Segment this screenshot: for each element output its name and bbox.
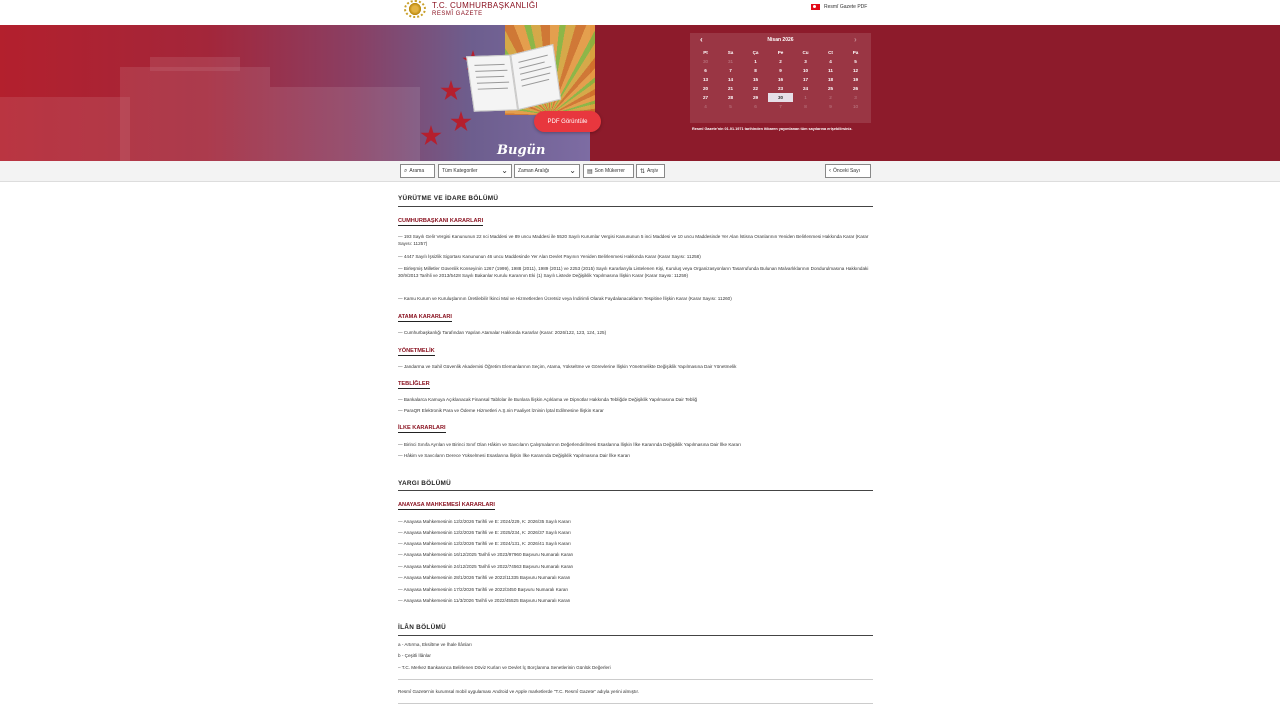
emblem-icon	[404, 0, 428, 20]
calendar-day[interactable]: 10	[802, 68, 809, 73]
footer-note: Resmî Gazete'nin kurumsal mobil uygulaması Android ve Apple marketlerde "T.C. Resmî Gazete" adıyla yerini almıştır.	[398, 689, 640, 694]
hero-banner	[0, 25, 1280, 161]
list-item[interactable]: b - Çeşitli İlânlar	[398, 653, 431, 658]
pdf-view-button[interactable]: PDF Görüntüle	[534, 111, 601, 132]
calendar-day[interactable]: 26	[852, 86, 859, 91]
section-divider	[398, 206, 873, 207]
calendar-day[interactable]: 7	[729, 68, 732, 73]
list-item[interactable]: a - Artırma, Eksiltme ve İhale İlânları	[398, 642, 472, 647]
calendar-weekday: Sa	[727, 50, 734, 55]
section-title: İLÂN BÖLÜMÜ	[398, 624, 447, 631]
subsection-title: ANAYASA MAHKEMESİ KARARLARI	[398, 502, 495, 508]
list-item[interactable]: — 193 Sayılı Gelir Vergisi Kanununun 22 nci Maddesi ve 89 uncu Maddesi ile 5520 Sayılı Kurumlar Vergisi Kanununun 5 inci Maddesi ve 10 uncu Maddesinde Yer Alan İstisna Oranlarının Yeniden Belirlenmesi Hakkında Karar (Karar Sayısı: 11257)	[398, 234, 869, 247]
calendar-day[interactable]: 11	[828, 68, 833, 73]
search-label: Arama	[409, 168, 425, 174]
subsection-title: CUMHURBAŞKANI KARARLARI	[398, 218, 484, 224]
list-item[interactable]: — 4447 Sayılı İşsizlik Sigortası Kanununun 46 uncu Maddesinde Yer Alan Devlet Payının Yeniden Belirlenmesi Hakkında Karar (Karar Sayısı: 11258)	[398, 254, 701, 259]
calendar-day[interactable]: 12	[852, 68, 859, 73]
calendar-day[interactable]: 27	[702, 95, 709, 100]
site-logo[interactable]	[404, 0, 538, 20]
calendar-day[interactable]: 23	[777, 86, 784, 91]
calendar-day-selected[interactable]: 30	[768, 93, 793, 102]
calendar-day[interactable]: 8	[804, 104, 807, 109]
star-icon	[450, 111, 472, 133]
calendar-day[interactable]: 25	[827, 86, 834, 91]
category-select[interactable]	[438, 164, 512, 178]
calendar-day[interactable]: 8	[754, 68, 757, 73]
list-item[interactable]: — Hâkim ve Savcıların Derece Yükselmesi Esaslarına İlişkin İlke Kararında Değişiklik Yapılmasına Dair İlke Kararı	[398, 453, 631, 458]
calendar-day[interactable]: 5	[729, 104, 732, 109]
calendar-weekday: Ça	[752, 50, 759, 55]
calendar-day[interactable]: 13	[702, 77, 709, 82]
calendar-day[interactable]: 19	[852, 77, 859, 82]
archive-label: Arşiv	[647, 168, 659, 174]
list-item[interactable]: — Kamu Kurum ve Kuruluşlarının Üretilebilir İkinci Mal ve Hizmetlerden Ücretsiz veya İndirimli Olarak Faydalanacakların Tespitine İlişkin Karar (Karar Sayısı: 11260)	[398, 296, 732, 301]
list-item[interactable]: — Anayasa Mahkemesinin 28/1/2026 Tarihli ve 2022/11335 Başvuru Numaralı Kararı	[398, 575, 571, 580]
calendar-day[interactable]: 1	[754, 59, 757, 64]
calendar-day[interactable]: 30	[702, 59, 709, 64]
list-item[interactable]: — ParaQR Elektronik Para ve Ödeme Hizmetleri A.Ş.nin Faaliyet İzninin İptal Edilmesine İlişkin Karar	[398, 408, 604, 413]
hero-image-area	[0, 25, 590, 161]
section-divider	[398, 635, 873, 636]
calendar-day[interactable]: 3	[804, 59, 807, 64]
calendar-day[interactable]: 20	[702, 86, 709, 91]
list-item[interactable]: — Anayasa Mahkemesinin 11/3/2026 Tarihli ve 2022/45525 Başvuru Numaralı Kararı	[398, 598, 571, 603]
calendar-day[interactable]: 6	[704, 68, 707, 73]
logo-line2: RESMÎ GAZETE	[432, 11, 483, 17]
list-item[interactable]: — Birinci Sınıfa Ayrılan ve Birinci Sınıf Olan Hâkim ve Savcıların Çalışmalarının Değerlendirilmesi Esaslarına İlişkin İlke Kararında Değişiklik Yapılmasına Dair İlke Kararı	[398, 442, 741, 447]
calendar-weekday: Pe	[777, 50, 784, 55]
calendar-note: Resmî Gazete'nin 01.01.1971 tarihinden itibaren yayımlanan tüm sayılarına erişebilirsiniz.	[692, 127, 853, 131]
calendar-weekday: Pt	[703, 50, 708, 55]
language-label: Resmî Gazete PDF	[824, 4, 868, 10]
list-item[interactable]: — Anayasa Mahkemesinin 24/12/2025 Tarihli ve 2022/74563 Başvuru Numaralı Kararı	[398, 564, 574, 569]
list-item[interactable]: — Anayasa Mahkemesinin 12/2/2026 Tarihli ve E: 2024/229, K: 2026/35 Sayılı Kararı	[398, 519, 571, 524]
subsection-title: TEBLİĞLER	[398, 381, 430, 387]
compare-label: Son Mükerrer	[594, 168, 625, 174]
time-range-label: Zaman Aralığı	[518, 168, 550, 174]
chevron-down-icon: ⌄	[501, 166, 508, 175]
stack-icon: ▤	[587, 168, 593, 175]
footer-divider	[398, 703, 873, 704]
calendar-weekday: Pa	[852, 50, 859, 55]
archive-button[interactable]	[636, 164, 665, 178]
gazette-book-image	[466, 46, 563, 116]
calendar-day[interactable]: 22	[752, 86, 759, 91]
star-icon	[420, 125, 442, 147]
list-item[interactable]: — Anayasa Mahkemesinin 17/2/2026 Tarihli ve 2022/3450 Başvuru Numaralı Kararı	[398, 587, 569, 592]
calendar-day[interactable]: 28	[727, 95, 734, 100]
list-item[interactable]: — Anayasa Mahkemesinin 12/2/2026 Tarihli ve E: 2024/131, K: 2026/41 Sayılı Kararı	[398, 541, 571, 546]
calendar	[690, 33, 871, 123]
calendar-weekday: Ct	[828, 50, 833, 55]
calendar-day[interactable]: 18	[827, 77, 834, 82]
calendar-day[interactable]: 17	[802, 77, 809, 82]
list-item[interactable]: — Jandarma ve Sahil Güvenlik Akademisi Öğretim Elemanlarının Seçim, Atama, Yükseltme ve Görevlerine İlişkin Yönetmelikte Değişiklik Yapılmasına Dair Yönetmelik	[398, 364, 737, 369]
compare-button[interactable]	[583, 164, 634, 178]
list-item[interactable]: — Anayasa Mahkemesinin 12/2/2026 Tarihli ve E: 2025/234, K: 2026/37 Sayılı Kararı	[398, 530, 571, 535]
calendar-next-button[interactable]: ›	[854, 35, 857, 44]
subsection-title: İLKE KARARLARI	[398, 425, 446, 431]
calendar-day[interactable]: 15	[752, 77, 759, 82]
calendar-day[interactable]: 14	[727, 77, 734, 82]
time-range-select[interactable]	[514, 164, 580, 178]
calendar-day[interactable]: 1	[804, 95, 807, 100]
today-title: Bugün	[497, 143, 546, 158]
top-bar	[0, 0, 1280, 25]
calendar-day[interactable]: 9	[829, 104, 832, 109]
previous-issue-button[interactable]	[825, 164, 871, 178]
list-item[interactable]: — Bankalarca Kamuya Açıklanacak Finansal Tablolar ile Bunlara İlişkin Açıklama ve Dipnotlar Hakkında Tebliğde Değişiklik Yapılmasına Dair Tebliğ	[398, 397, 698, 402]
language-link[interactable]	[811, 4, 867, 10]
calendar-month: Nisan 2026	[767, 37, 794, 43]
calendar-day[interactable]: 5	[854, 59, 857, 64]
calendar-day[interactable]: 2	[779, 59, 782, 64]
archive-icon: ⇅	[640, 168, 646, 175]
footer-divider	[398, 679, 873, 680]
search-icon: ⌕	[404, 167, 408, 174]
calendar-day[interactable]: 4	[829, 59, 832, 64]
calendar-weekday: Cu	[802, 50, 809, 55]
calendar-day[interactable]: 2	[829, 95, 832, 100]
chevron-down-icon: ⌄	[569, 166, 576, 175]
list-item[interactable]: – T.C. Merkez Bankasınca Belirlenen Döviz Kurları ve Devlet İç Borçlanma Senetlerinin Günlük Değerleri	[398, 665, 611, 670]
section-title: YÜRÜTME VE İDARE BÖLÜMÜ	[398, 195, 499, 202]
calendar-day[interactable]: 29	[752, 95, 759, 100]
chevron-left-icon: ‹	[829, 168, 831, 174]
calendar-day[interactable]: 3	[854, 95, 857, 100]
search-button[interactable]	[400, 164, 435, 178]
calendar-day[interactable]: 21	[727, 86, 734, 91]
star-icon	[440, 80, 462, 102]
turkish-flag-icon	[811, 4, 820, 10]
calendar-day[interactable]: 9	[779, 68, 782, 73]
calendar-grid	[693, 48, 868, 111]
calendar-day[interactable]: 10	[852, 104, 859, 109]
previous-issue-label: Önceki Sayı	[833, 168, 860, 174]
subsection-title: YÖNETMELİK	[398, 348, 435, 354]
section-divider	[398, 490, 873, 491]
subsection-title: ATAMA KARARLARI	[398, 314, 452, 320]
calendar-day[interactable]: 6	[754, 104, 757, 109]
calendar-day[interactable]: 31	[727, 59, 734, 64]
logo-line1: T.C. CUMHURBAŞKANLIĞI	[432, 1, 538, 10]
palace-silhouette	[0, 57, 420, 161]
section-title: YARGI BÖLÜMÜ	[398, 480, 452, 487]
calendar-prev-button[interactable]: ‹	[700, 35, 703, 44]
category-label: Tüm Kategoriler	[442, 168, 478, 174]
list-item[interactable]: — Anayasa Mahkemesinin 16/12/2025 Tarihli ve 2023/97960 Başvuru Numaralı Kararı	[398, 552, 574, 557]
calendar-day[interactable]: 4	[704, 104, 707, 109]
toolbar	[0, 161, 1280, 182]
calendar-day[interactable]: 24	[802, 86, 809, 91]
calendar-day[interactable]: 16	[777, 77, 784, 82]
list-item[interactable]: — Cumhurbaşkanlığı Tarafından Yapılan Atamalar Hakkında Kararlar (Karar: 2026/122, 123, 124, 125)	[398, 330, 607, 335]
list-item[interactable]: — Birleşmiş Milletler Güvenlik Konseyinin 1267 (1999), 1988 (2011), 1989 (2011) ve 2253 (2015) Sayılı Kararlarıyla Listelenen Kişi, Kuruluş veya Organizasyonların Tasarrufunda Bulunan Malvarlıklarının Dondurulmasına Hakkındaki 30/9/2013 Tarihli ve 2013/5428 Sayılı Bakanlar Kurulu Kararının Eki (1) Sayılı Listede Değişiklik Yapılmasına İlişkin Karar (Karar Sayısı: 11259)	[398, 266, 869, 279]
calendar-day[interactable]: 7	[779, 104, 782, 109]
